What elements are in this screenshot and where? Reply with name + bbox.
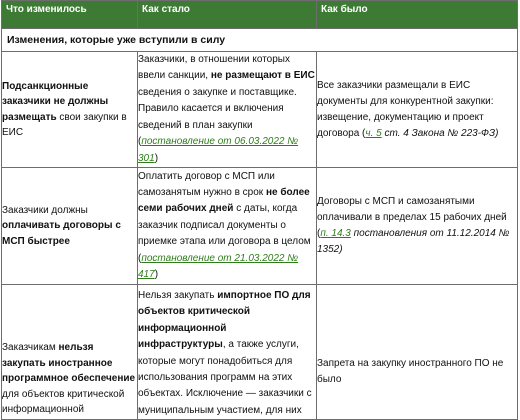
row-now-bold: не более семи рабочих дней	[138, 186, 310, 215]
row-now-cell	[138, 285, 317, 420]
row-now-text: )	[154, 152, 159, 164]
header-how-before: Как было	[317, 1, 518, 29]
section-row	[2, 29, 518, 52]
header-how-now: Как стало	[138, 1, 317, 29]
table-header-row	[2, 1, 518, 29]
row-before-italic: постановления от 11.12.2014 № 1352)	[317, 228, 510, 255]
table-row	[2, 52, 518, 168]
row-now-text: Оплатить договор с МСП или самозанятым нужно в срок	[138, 170, 275, 198]
row-before-cell	[317, 168, 518, 285]
row-before-text: Договоры с МСП и самозанятыми оплачивали в пределах 15 рабочих дней (	[317, 196, 507, 239]
row-what-cell	[2, 52, 138, 168]
table-row	[2, 168, 518, 285]
row-before-cell	[317, 285, 518, 420]
changes-table	[1, 0, 518, 420]
header-what-changed: Что изменилось	[2, 1, 138, 29]
decree-point-link[interactable]: п. 14.3	[320, 228, 351, 239]
row-what-bold: Подсанкционные заказчики	[2, 80, 89, 107]
row-now-bold: импортное ПО для объектов критической информационной инфраструктуры	[138, 290, 311, 351]
row-before-text: Запрета на закупку иностранного ПО не было	[317, 358, 504, 385]
decree-link[interactable]: постановление от 06.03.2022 № 301	[138, 136, 299, 164]
row-now-text: Нельзя закупать	[138, 290, 215, 301]
row-what-cell	[2, 285, 138, 420]
row-before-cell	[317, 52, 518, 168]
row-what-cell	[2, 168, 138, 285]
row-what-bold: оплачивать договоры с МСП быстрее	[2, 220, 121, 247]
row-before-text: Все заказчики размещали в ЕИС документы для конкурентной закупки: извещение, документацию и проект договора (	[317, 79, 494, 139]
law-part-link[interactable]: ч. 5	[365, 127, 382, 139]
row-what-text: Заказчикам	[2, 342, 56, 353]
section-title: Изменения, которые уже вступили в силу	[2, 29, 518, 52]
row-now-text: сведения о закупке и поставщике. Правило касается и включения сведений в план закупки (	[138, 86, 297, 148]
row-now-cell	[138, 52, 317, 168]
row-what-text: Заказчики должны	[2, 204, 88, 216]
row-now-text: с даты, когда заказчик подписал документы о приемке этапа или договора в целом (	[138, 203, 311, 264]
row-before-italic: ст. 4 Закона № 223-ФЗ)	[384, 127, 499, 139]
row-what-text: для объектов критической информационной	[2, 388, 125, 415]
row-now-cell	[138, 168, 317, 285]
decree-link[interactable]: постановление от 21.03.2022 № 417	[138, 252, 299, 281]
table-row	[2, 285, 518, 420]
row-what-bold: не должны размещать	[2, 96, 109, 123]
row-now-text: )	[154, 269, 159, 281]
row-now-text: , а также услуги, которые могут понадобиться для использования программ на этих объектах. Исключение — заказчики с муниципальным участием, для них	[138, 339, 312, 416]
row-what-bold: нельзя закупать иностранное программное обеспечение	[2, 342, 136, 384]
row-now-text: Заказчики, в отношении которых ввели санкции,	[138, 54, 290, 82]
row-now-bold: не размещают в ЕИС	[210, 70, 315, 82]
row-what-text: свои закупки в ЕИС	[2, 111, 127, 138]
